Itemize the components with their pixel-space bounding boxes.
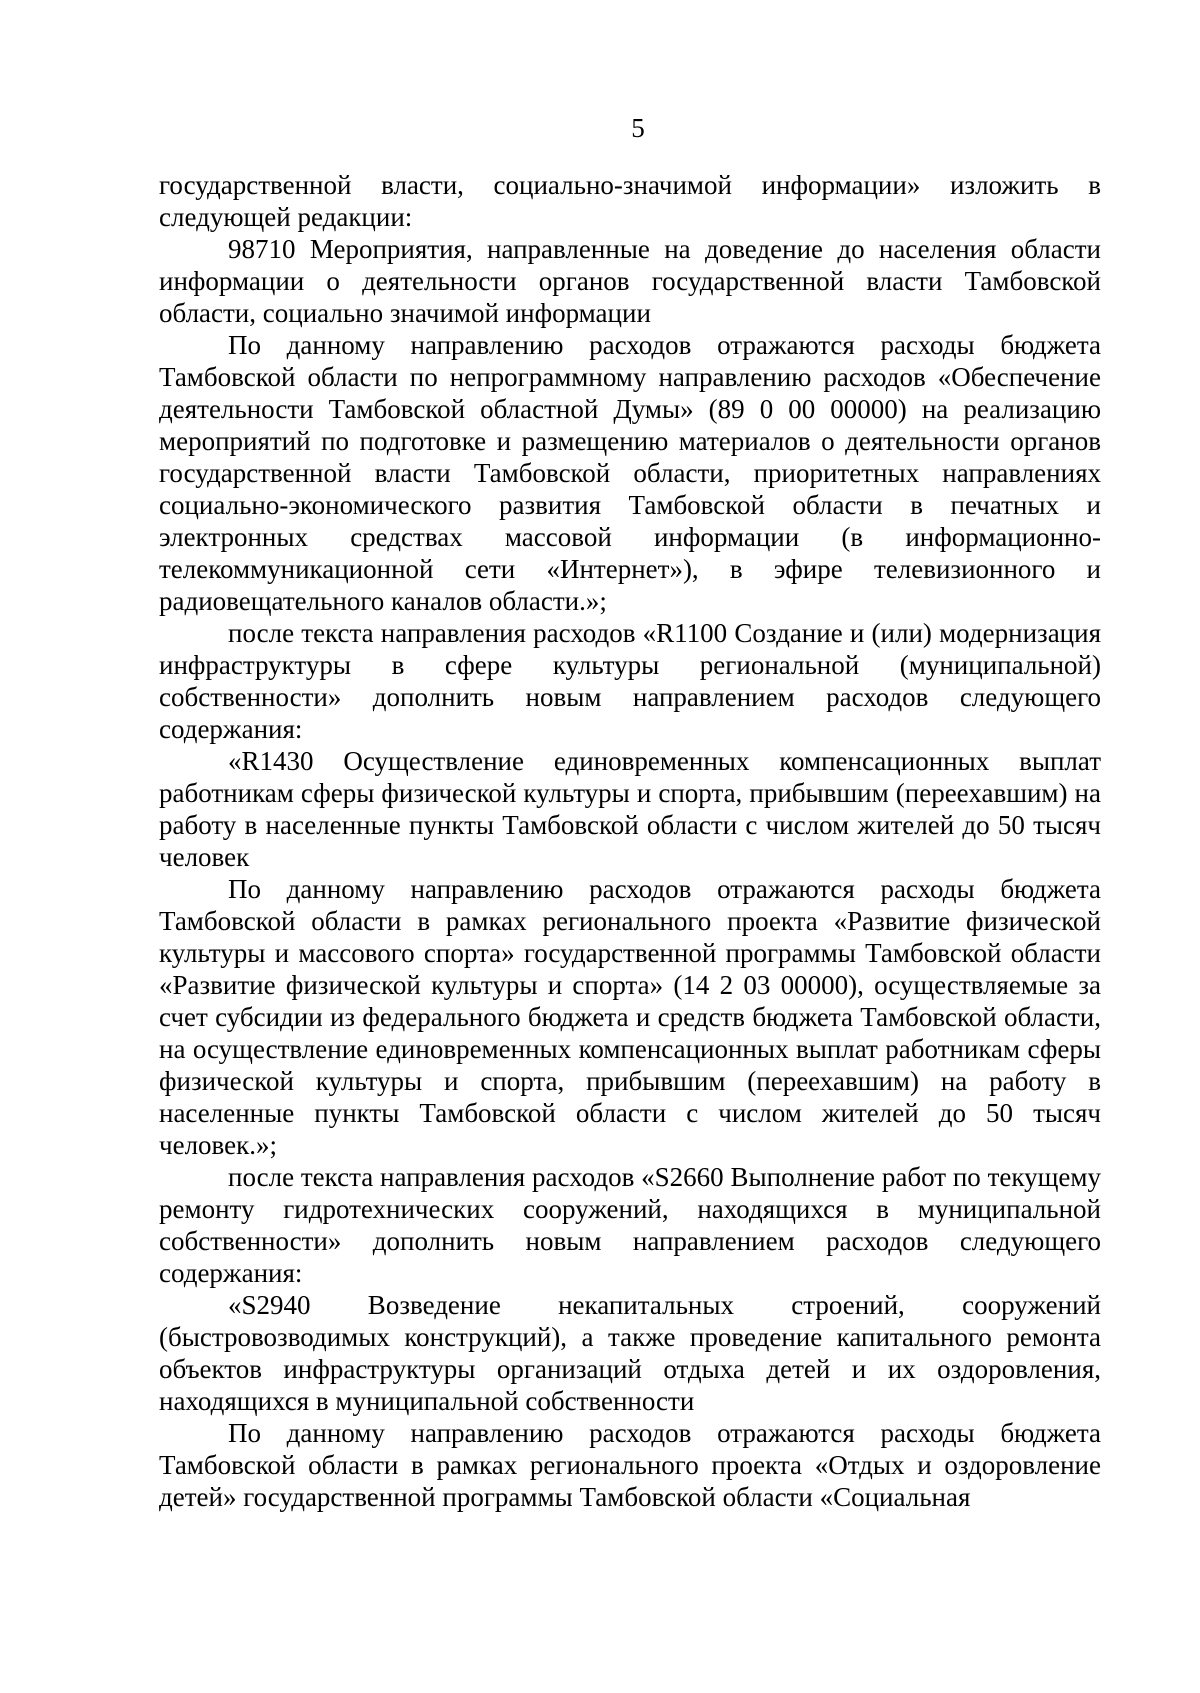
paragraph: По данному направлению расходов отражаются расходы бюджета Тамбовской области в рамках регионального проекта «Развитие физической культуры и массового спорта» государственной программы Тамбовской области «Развитие физической культуры и спорта» (14 2 03 00000), осуществляемые за счет субсидии из федерального бюджета и средств бюджета Тамбовской области, на осуществление единовременных компенсационных выплат работникам сферы физической культуры и спорта, прибывшим (переехавшим) на работу в населенные пункты Тамбовской области с числом жителей до 50 тысяч человек.»; bbox=[159, 874, 1101, 1160]
page-number: 5 bbox=[631, 113, 645, 143]
paragraph: «S2940 Возведение некапитальных строений, сооружений (быстровозводимых конструкций), а также проведение капитального ремонта объектов инфраструктуры организаций отдыха детей и их оздоровления, находящихся в муниципальной собственности bbox=[159, 1290, 1101, 1416]
paragraph: после текста направления расходов «S2660 Выполнение работ по текущему ремонту гидротехнических сооружений, находящихся в муниципальной собственности» дополнить новым направлением расходов следующего содержания: bbox=[159, 1162, 1101, 1288]
paragraph: «R1430 Осуществление единовременных компенсационных выплат работникам сферы физической культуры и спорта, прибывшим (переехавшим) на работу в населенные пункты Тамбовской области с числом жителей до 50 тысяч человек bbox=[159, 746, 1101, 872]
paragraph: По данному направлению расходов отражаются расходы бюджета Тамбовской области по непрограммному направлению расходов «Обеспечение деятельности Тамбовской областной Думы» (89 0 00 00000) на реализацию мероприятий по подготовке и размещению материалов о деятельности органов государственной власти Тамбовской области, приоритетных направлениях социально-экономического развития Тамбовской области в печатных и электронных средствах массовой информации (в информационно-телекоммуникационной сети «Интернет»), в эфире телевизионного и радиовещательного каналов области.»; bbox=[159, 330, 1101, 616]
paragraph: государственной власти, социально-значимой информации» изложить в следующей редакции: bbox=[159, 170, 1101, 232]
paragraph: после текста направления расходов «R1100 Создание и (или) модернизация инфраструктуры в сфере культуры региональной (муниципальной) собственности» дополнить новым направлением расходов следующего содержания: bbox=[159, 618, 1101, 744]
paragraph: По данному направлению расходов отражаются расходы бюджета Тамбовской области в рамках регионального проекта «Отдых и оздоровление детей» государственной программы Тамбовской области «Социальная bbox=[159, 1418, 1101, 1512]
document-body bbox=[159, 169, 1101, 1513]
paragraph: 98710 Мероприятия, направленные на доведение до населения области информации о деятельности органов государственной власти Тамбовской области, социально значимой информации bbox=[159, 234, 1101, 328]
